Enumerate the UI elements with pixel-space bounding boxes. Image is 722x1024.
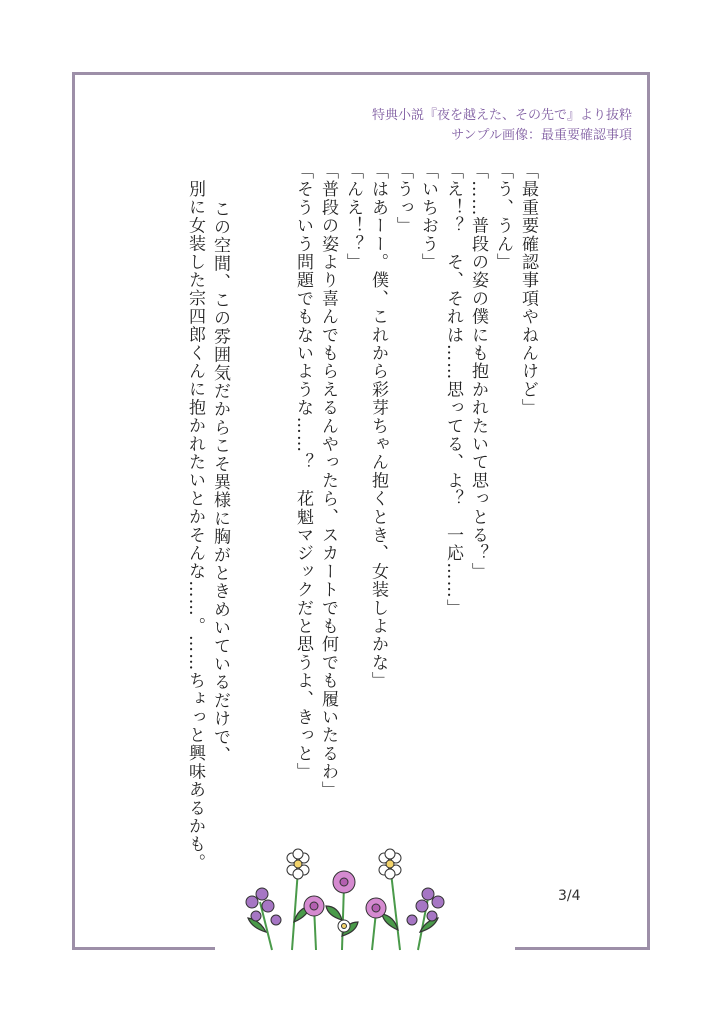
page-number: 3/4 [558,888,581,904]
header-subtitle: サンプル画像：最重要確認事項 [451,128,632,143]
header-title: 特典小説『夜を越えた、その先で』より抜粋 [371,108,632,123]
text-line: 「う、うん」 [493,162,513,272]
text-line: 「はあーー。僕、これから彩芽ちゃん抱くとき、女装しよかな」 [368,162,388,690]
text-line: 別に女装した宗四郎くんに抱かれたいとかそんな……。……ちょっと興味あるかも。 [185,180,205,872]
text-line: この空間、この雰囲気だからこそ異様に胸がときめいているだけで、 [210,200,230,765]
text-line: 「……普段の姿の僕にも抱かれたいて思っとる？」 [468,162,488,581]
text-line: 「いちおう」 [418,162,438,272]
header [372,106,632,146]
flower-decoration [232,842,452,954]
text-line: 「普段の姿より喜んでもらえるんやったら、スカートでも何でも履いたるわ」 [318,162,338,799]
text-line: 「え！？ そ、それは……思ってる、よ？ 一応……」 [443,162,463,617]
text-line: 「うっ」 [393,162,413,235]
text-line: 「最重要確認事項やねんけど」 [518,162,538,417]
text-line: 「んえ！？」 [343,162,363,272]
text-line: 「そういう問題でもないような……？ 花魁マジックだと思うよ、きっと」 [293,162,313,781]
